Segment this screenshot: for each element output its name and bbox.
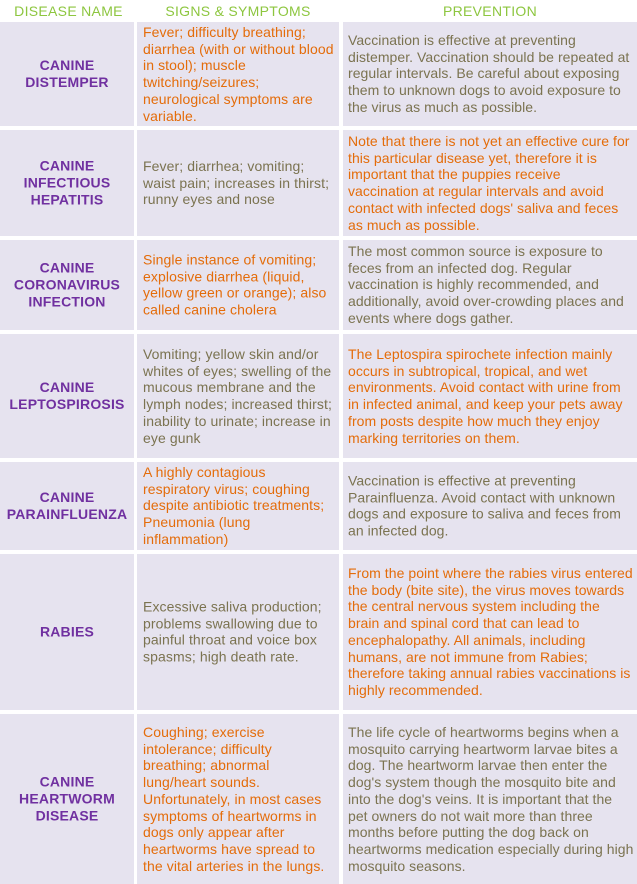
symptoms-text: Vomiting; yellow skin and/or whites of eyes; swelling of the mucous membrane and the lymph nodes; increased thirst; inability to urinate; increase in eye gunk <box>143 345 332 446</box>
disease-name: CANINE INFECTIOUS HEPATITIS <box>23 157 111 208</box>
prevention-text: Vaccination is effective at preventing Parainfluenza. Avoid contact with unknown dogs and exposure to saliva and feces from an infected dog. <box>348 472 621 539</box>
symptoms-cell <box>137 334 339 458</box>
prevention-cell <box>343 554 637 710</box>
disease-name-cell <box>0 714 134 884</box>
symptoms-cell <box>137 22 339 126</box>
disease-name: CANINE CORONAVIRUS INFECTION <box>13 259 121 310</box>
symptoms-text: Single instance of vomiting; explosive diarrhea (liquid, yellow green or orange); also called canine cholera <box>143 251 327 318</box>
disease-name-cell <box>0 22 134 126</box>
disease-name: RABIES <box>39 623 95 640</box>
header-disease-name: DISEASE NAME <box>14 3 123 19</box>
disease-name: CANINE PARAINFLUENZA <box>6 489 128 522</box>
disease-name-cell <box>0 334 134 458</box>
table-row <box>0 22 637 126</box>
symptoms-text: Fever; diarrhea; vomiting; waist pain; increases in thirst; runny eyes and nose <box>143 157 330 208</box>
table-row <box>0 554 637 710</box>
table-row <box>0 714 637 884</box>
table-row <box>0 334 637 458</box>
symptoms-cell <box>137 714 339 884</box>
table-row <box>0 130 637 236</box>
symptoms-text: Coughing; exercise intolerance; difficulty breathing; abnormal lung/heart sounds. Unfortunately, in most cases symptoms of heartworms in dogs only appear after heartworms have spread to the vital arteries in the lungs. <box>143 723 325 874</box>
symptoms-cell <box>137 130 339 236</box>
symptoms-text: Excessive saliva production; problems swallowing due to painful throat and voice box spasms; high death rate. <box>143 598 322 665</box>
header-prevention: PREVENTION <box>442 3 537 19</box>
symptoms-text: Fever; difficulty breathing; diarrhea (with or without blood in stool); muscle twitching/seizures; neurological symptoms are variable. <box>143 23 334 124</box>
prevention-cell <box>343 130 637 236</box>
prevention-cell <box>343 714 637 884</box>
prevention-cell <box>343 22 637 126</box>
disease-name-cell <box>0 554 134 710</box>
disease-name-cell <box>0 240 134 330</box>
prevention-text: The most common source is exposure to feces from an infected dog. Regular vaccination is highly recommended, and additionally, avoid over-crowding places and events where dogs gather. <box>348 243 624 327</box>
table-row <box>0 240 637 330</box>
disease-name: CANINE LEPTOSPIROSIS <box>9 379 125 412</box>
symptoms-cell <box>137 462 339 550</box>
prevention-text: The life cycle of heartworms begins when a mosquito carrying heartworm larvae bites a dog. The heartworm larvae then enter the dog's system though the mosquito bite and into the dog's veins. It is important that the pet owners do not wait more than three months before putting the dog back on heartworms medication especially during high mosquito seasons. <box>348 723 634 874</box>
symptoms-cell <box>137 554 339 710</box>
symptoms-text: A highly contagious respiratory virus; coughing despite antibiotic treatments; Pneumonia (lung inflammation) <box>143 464 325 548</box>
header-signs-symptoms: SIGNS & SYMPTOMS <box>165 3 311 19</box>
prevention-text: The Leptospira spirochete infection mainly occurs in subtropical, tropical, and wet environments. Avoid contact with urine from in infected animal, and keep your pets away from posts despite how much they enjoy marking territories on them. <box>348 345 623 446</box>
prevention-text: Note that there is not yet an effective cure for this particular disease yet, therefore it is important that the puppies receive vaccination at regular intervals and avoid contact with infected dogs' saliva and feces as much as possible. <box>348 132 630 233</box>
symptoms-cell <box>137 240 339 330</box>
disease-name: CANINE DISTEMPER <box>25 57 109 90</box>
prevention-cell <box>343 334 637 458</box>
prevention-cell <box>343 462 637 550</box>
disease-name-cell <box>0 462 134 550</box>
table-row <box>0 462 637 550</box>
table-header <box>0 0 637 22</box>
disease-name: CANINE HEARTWORM DISEASE <box>19 773 115 824</box>
prevention-cell <box>343 240 637 330</box>
disease-name-cell <box>0 130 134 236</box>
prevention-text: Vaccination is effective at preventing distemper. Vaccination should be repeated at regular intervals. Be careful about exposing them to unknown dogs to avoid exposure to the virus as much as possible. <box>348 32 630 116</box>
prevention-text: From the point where the rabies virus entered the body (bite site), the virus moves towards the central nervous system including the brain and spinal cord that can lead to encephalopathy. All animals, including humans, are not immune from Rabies; therefore taking annual rabies vaccinations is highly recommended. <box>348 565 633 699</box>
